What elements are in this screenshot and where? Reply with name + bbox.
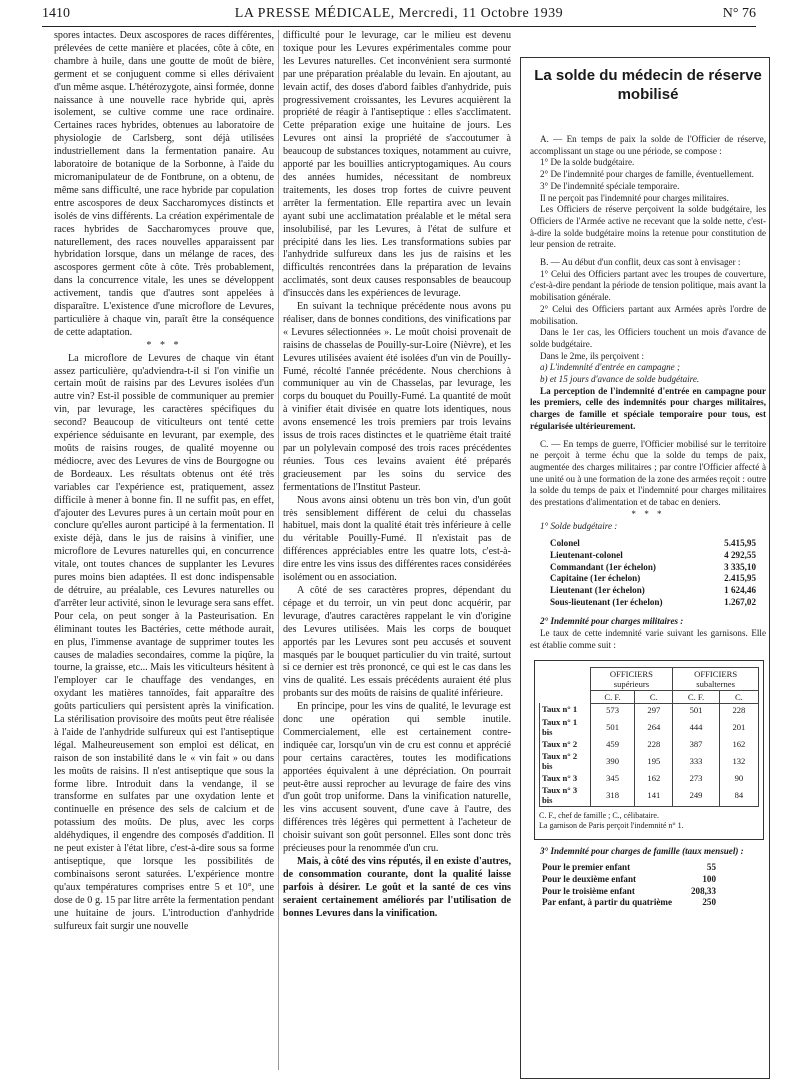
- paragraph: 2° Celui des Officiers partant aux Armées après l'ordre de mobilisation.: [530, 303, 766, 326]
- list-item: Pour le deuxième enfant 100: [542, 873, 716, 884]
- rates-table-box: [534, 660, 764, 840]
- paragraph: B. — Au début d'un conflit, deux cas sont à envisager :: [540, 257, 741, 268]
- table-row: Taux n° 2 459 228 387 162: [540, 738, 759, 750]
- section-stars: * * *: [631, 508, 665, 519]
- list-item: Sous-lieutenant (1er échelon) 1.267,02: [550, 596, 756, 607]
- children-list: [530, 862, 766, 909]
- list-item: Capitaine (1er échelon) 2.415,95: [550, 573, 756, 584]
- list-item: Lieutenant-colonel 4 292,55: [550, 549, 756, 560]
- table-row: Taux n° 1 bis 501 264 444 201: [540, 716, 759, 738]
- list-item: Par enfant, à partir du quatrième 250: [542, 897, 716, 908]
- paragraph: 1° Celui des Officiers partant avec les troupes de couverture, c'est-à-dire pendant la période de tension politique, mais avant la mobilisation générale.: [530, 268, 766, 303]
- paragraph: spores intactes. Deux ascospores de races différentes, prélevées de cette manière et placées, côte à côte, en chambre à huile, dans une goutte de moût de bière, germent et se conjuguent comme si elles dérivaient d'un même asque. L'hétérozygote, ainsi formée, donne naissance à une nouvelle race hybride qui, après isolement, se cultive comme une race ordinaire. Certaines races hybrides, obtenues au laboratoire de physiologie de Carlsberg, sont déjà utilisées industriellement dans la fermentation panaire. Au laboratoire de botanique de la Sorbonne, à l'aide du micromanipulateur de de Fontbrune, on a obtenu, de même sans difficulté, une race hybride par copulation entre ascospores de deux Saccharomyces distincts et isolés de vins différents. La création expérimentale de races hybrides de Saccharomyces prouve que, naturellement, des races nouvelles apparaissent par hybridation lorsque, dans un mélange de races, des ascospores germent côte à côte. Très probablement, dans la concurrence vitale, les unes se développent activement, tandis que d'autres sont appelées à disparaître. L'existence d'une microflore de Levures, particulière à chaque vin, paraît être la conséquence de cette adaptation.: [54, 30, 274, 338]
- paragraph: Mais, à côté des vins réputés, il en existe d'autres, de consommation courante, dont la qualité laisse parfois à désirer. Le goût et la santé de ces vins seraient certainement améliorés par l'utilisation de bonnes Levures dans la vinification.: [283, 856, 511, 919]
- paragraph: 2° De l'indemnité pour charges de famille, éventuellement.: [540, 169, 754, 180]
- paragraph: difficulté pour le levurage, car le milieu est devenu toxique pour les Levures expérimentales comme pour les Levures naturelles. Cet inconvénient sera surmonté par une préparation préalable du levain. En ajoutant, au levain actif, des doses d'abord faibles d'anhydride, puis progressivement croissantes, les Levures acquièrent la propriété de réagir à l'antiseptique : elles s'acclimatent. Cette préparation exige une huitaine de jours. Les Levures ont ainsi la propriété de s'accoutumer à beaucoup de substances toxiques, notamment au cuivre, apporté par les bouillies anticryptogamiques. Au cours des années humides, nécessitant de nombreux traitements, les doses trop fortes de cuivre peuvent arrêter la fermentation. Elle repartira avec un levain ayant subi une acclimatation préalable et le métal sera insolubilisé, par les Levures, à l'état de sulfure et précipité dans les lies. Les transformations subies par l'anhydride sulfureux dans les jus de raisins et les difficultés rencontrées dans la préparation de levains acclimatés, sont deux causes responsables de beaucoup d'insuccès dans les expériences de levurage.: [283, 30, 511, 300]
- grade-list: [530, 538, 766, 608]
- list-item: Colonel 5.415,95: [550, 538, 756, 549]
- paragraph: La perception de l'indemnité d'entrée en campagne pour les premiers, celle des indemnités pour charges militaires, charges de famille et spéciale temporaire pour tous, est régularisée ultérieurement.: [530, 385, 766, 431]
- paragraph: A. — En temps de paix la solde de l'Officier de réserve, accomplissant un stage ou une période, se compose :: [530, 134, 766, 156]
- paragraph: 1° De la solde budgétaire.: [540, 157, 635, 168]
- table-subheader: C.: [635, 690, 673, 703]
- table-subheader: C.: [719, 690, 758, 703]
- table-row: Taux n° 3 345 162 273 90: [540, 772, 759, 784]
- issue-number: N° 76: [722, 6, 756, 21]
- page-number: 1410: [42, 6, 70, 21]
- paragraph: A côté de ses caractères propres, dépendant du cépage et du terroir, un vin peut donc acquérir, par levurage, d'autres caractères rappelant le vin d'origine des Levures utilisées. Mais les corps de bouquet apportés par les Levures sont peu accusés et souvent masqués par le bouquet particulier du vin traité, surtout si ce dernier est très prononcé, ce qui est le cas dans les vins de qualité. Les essais précédents auraient été plus probants sur des moûts de raisins de qualité inférieure.: [283, 584, 511, 700]
- list-item: Pour le premier enfant 55: [542, 862, 716, 873]
- paragraph: Le taux de cette indemnité varie suivant les garnisons. Elle est établie comme suit :: [530, 628, 766, 650]
- table-note: C. F., chef de famille ; C., célibataire.: [539, 810, 659, 820]
- table-row: Taux n° 3 bis 318 141 249 84: [540, 784, 759, 807]
- subsection-title: 1° Solde budgétaire :: [540, 520, 618, 531]
- subsection-title: 3° Indemnité pour charges de famille (taux mensuel) :: [540, 845, 744, 856]
- subsection-title: 2° Indemnité pour charges militaires :: [540, 616, 684, 627]
- paragraph: En suivant la technique précédente nous avons pu réaliser, dans de bonnes conditions, des vinifications par « Levures sélectionnées ». Le moût choisi provenait de raisins de chasselas de Pouilly-sur-Loire (Nièvre), et les Levures utilisées avaient été isolées d'un vin de Pouilly-Fumé, récolté l'année précédente. Nous cherchions à communiquer au vin de Chasselas, par levurage, les corps du bouquet du Pouilly-Fumé. La quantité de moût à vinifier était divisée en quatre lots identiques, nous avons ensemencé les trois premiers par trois levains issus de trois races distinctes et le quatrième était traité par un polylevain composé des trois races précédentes réunies. Tous ces levains avaient été préparés gracieusement par les soins du service des fermentations de l'Institut Pasteur.: [283, 301, 511, 493]
- table-subheader: C. F.: [590, 690, 635, 703]
- column-3: [530, 66, 766, 909]
- paragraph: Il ne perçoit pas l'indemnité pour charges militaires.: [540, 192, 729, 203]
- paragraph: Nous avons ainsi obtenu un très bon vin, d'un goût très sensiblement différent de celui du chasselas habituel, mais dont la qualité était très inférieure à celle du véritable Pouilly-Fumé. Il n'existait pas de différences appréciables entre les quatre lots, c'est-à-dire entre les vins issus des différentes races considérées isolément ou en association.: [283, 494, 511, 584]
- paragraph: b) et 15 jours d'avance de solde budgétaire.: [540, 374, 700, 385]
- table-subheader: C. F.: [673, 690, 720, 703]
- column-1: [54, 30, 274, 933]
- table-row: Taux n° 2 bis 390 195 333 132: [540, 750, 759, 772]
- paragraph: Les Officiers de réserve perçoivent la solde budgétaire, les Officiers de l'Armée active ne recevant que la solde nette, c'est-à-dire la solde budgétaire moins la retenue pour constitution de leur pension de retraite.: [530, 204, 766, 250]
- paragraph: En principe, pour les vins de qualité, le levurage est donc une opération qui semble inutile. Commercialement, elle est certainement contre-indiquée car, lorsqu'un vin de cru est connu et apprécié pour certains caractères, toutes les modifications apportées équivalent à une dépréciation. On pourrait peut-être aussi reprocher au levurage de faire des vins d'un goût trop uniforme. Dans la vinification naturelle, les vins accusent souvent, d'une cave à l'autre, des différences très légères qui permettent à l'acheteur de choisir suivant son goût personnel. Elles sont donc très précieuses pour la renommée d'un cru.: [283, 701, 511, 855]
- paragraph: Dans le 1er cas, les Officiers touchent un mois d'avance de solde budgétaire.: [530, 327, 766, 349]
- paragraph: Dans le 2me, ils perçoivent :: [540, 350, 645, 361]
- column-2: [283, 30, 511, 921]
- list-item: Pour le troisième enfant 208,33: [542, 885, 716, 896]
- table-note: La garnison de Paris perçoit l'indemnité n° 1.: [539, 820, 684, 830]
- paragraph: C. — En temps de guerre, l'Officier mobilisé sur le territoire ne perçoit à terme échu que la solde du temps de paix, augmentée des charges militaires ; par contre l'Officier affecté à une unité ou à une formation de la zone des armées reçoit : outre la solde du temps de paix et l'indemnité pour charges militaires des prestations d'alimentation et de tabac en deniers.: [530, 438, 766, 508]
- table-header: OFFICIERS subalternes: [673, 667, 759, 690]
- table-header: OFFICIERS supérieurs: [590, 667, 673, 690]
- paragraph: La microflore de Levures de chaque vin étant assez particulière, qu'adviendra-t-il si l'on vinifie un certain moût de raisins par des Levures isolées d'un autre vin? Est-il possible de communiquer au premier vin, par levurage, les caractères spécifiques du second? Beaucoup de viticulteurs ont tenté cette expérience séduisante en levurant, par exemple, des moûts de raisins rouges, de qualité moyenne ou médiocre, avec des Levures de vins de Bourgogne ou de Bordeaux. Les résultats obtenus ont été très variables car l'expérience est, pratiquement, assez difficile à mener à bonne fin. Il ne suffit pas, en effet, d'ajouter des Levures pures à un certain moût pour en conclure qu'elles auront participé à la fermentation. Il existe déjà, dans le jus de raisins à vinifier, une microflore de Levures naturelles qui, en concurrence vitale, ont toutes chances de supplanter les Levures pures moins bien adaptées. Il est donc indispensable de détruire, au préalable, ces Levures naturelles ou d'arrêter leur activité, sinon le levurage sera sans effet. Pour cela, on peut songer à la Pasteurisation. En éliminant toutes les Bactéries, cette méthode aurait, en plus, l'immense avantage de supprimer toutes les causes de maladies secondaires, comme la piqûre, la tourne, la graisse, etc... Mais les viticulteurs hésitent à l'employer car le chauffage des vendanges, en oxydant les matières tannoïdes, fait apparaître des goûts particuliers qui persistent après la vinification. La stérilisation provisoire des moûts peut être réalisée à l'aide de l'anhydride sulfureux qui est l'antiseptique légal. Malheureusement son emploi est délicat, en raison de son instabilité dans le « vin fait » ou dans les moûts de raisins. Il n'est antiseptique que sous la forme libre. Introduit dans la vendange, il se transforme en sulfates par une oxydation lente et continuelle en présence des sels de calcium et de potassium des moûts. De plus, avec les corps aldéhydiques, il engendre des composés d'addition. Il ne peut exister à l'état libre, c'est-à-dire sous sa forme antiseptique, que lorsque les possibilités de combinaisons seront saturées. L'expérience montre qu'aux températures comprises entre 5 et 10°, une dose de 0 g. 15 par litre arrête la fermentation pendant une huitaine de jours. L'introduction d'anhydride sulfureux fait surgir une nouvelle: [54, 352, 274, 932]
- article-heading: La solde du médecin de réserve mobilisé: [534, 67, 762, 103]
- section-stars: * * *: [146, 339, 182, 351]
- paragraph: a) L'indemnité d'entrée en campagne ;: [540, 362, 681, 373]
- journal-title: LA PRESSE MÉDICALE, Mercredi, 11 Octobre 1939: [234, 6, 564, 21]
- table-row: Taux n° 1 573 297 501 228: [540, 703, 759, 716]
- paragraph: 3° De l'indemnité spéciale temporaire.: [540, 180, 680, 191]
- rates-table: [539, 667, 759, 807]
- column-divider: [278, 30, 279, 1070]
- list-item: Lieutenant (1er échelon) 1 624,46: [550, 585, 756, 596]
- list-item: Commandant (1er échelon) 3 335,10: [550, 561, 756, 572]
- page-header: [42, 4, 756, 27]
